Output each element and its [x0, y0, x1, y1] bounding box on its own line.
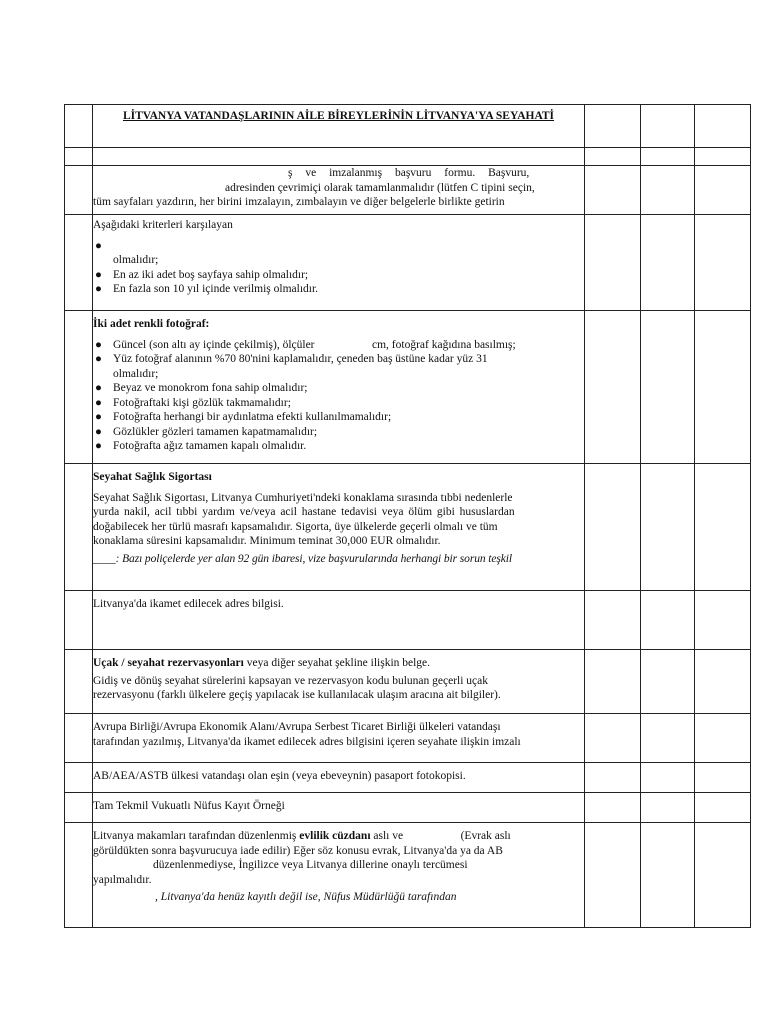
- form-line-2: adresinden çevrimiçi olarak tamamlanmalıdır (lütfen C tipini seçin,: [225, 181, 535, 194]
- number-cell: [65, 148, 93, 166]
- population-record-row: [65, 793, 751, 823]
- bullet-icon: ●: [95, 411, 102, 423]
- marriage-certificate-row: [65, 823, 751, 928]
- check-cell: [695, 650, 751, 714]
- number-cell: [65, 166, 93, 215]
- check-cell: [695, 215, 751, 311]
- check-cell: [641, 215, 695, 311]
- insurance-line-1: Seyahat Sağlık Sigortası, Litvanya Cumhuriyeti'ndeki konaklama sırasında tıbbi nedenlerle: [93, 491, 513, 504]
- check-cell: [585, 650, 641, 714]
- invitation-row: [65, 714, 751, 763]
- check-cell: [695, 793, 751, 823]
- bullet-icon: ●: [95, 440, 102, 452]
- photo-cell: [93, 311, 585, 464]
- bullet-icon: ●: [95, 382, 102, 394]
- check-cell: [641, 148, 695, 166]
- bullet-icon: ●: [95, 338, 102, 351]
- blank-row: [65, 148, 751, 166]
- marriage-line-4: yapılmalıdır.: [93, 873, 152, 886]
- bullet-icon: ●: [95, 353, 102, 365]
- flight-heading: Uçak / seyahat rezervasyonları veya diğer seyahat şekline ilişkin belge.: [93, 657, 431, 669]
- list-item: ● Fotoğraftaki kişi gözlük takmamalıdır;: [95, 396, 291, 409]
- passport-cell: [93, 215, 585, 311]
- address-row: [65, 591, 751, 650]
- spouse-passport-text: AB/AEA/ASTB ülkesi vatandaşı olan eşin (veya ebeveynin) pasaport fotokopisi.: [93, 770, 466, 782]
- check-cell: [695, 823, 751, 928]
- application-form-cell: [93, 166, 585, 215]
- list-item: ● En az iki adet boş sayfaya sahip olmalıdır;: [95, 268, 309, 281]
- check-cell: [641, 650, 695, 714]
- number-cell: [65, 311, 93, 464]
- number-cell: [65, 763, 93, 793]
- flight-reservation-cell: [93, 650, 585, 714]
- check-cell: [585, 464, 641, 591]
- check-cell: [585, 215, 641, 311]
- bullet-icon: ●: [95, 425, 102, 438]
- insurance-heading: Seyahat Sağlık Sigortası: [93, 471, 212, 483]
- invitation-line-2: tarafından yazılmış, Litvanya'da ikamet edilecek adres bilgisini içeren seyahate ilişkin imzalı: [93, 735, 521, 748]
- list-item: ● Güncel (son altı ay içinde çekilmiş), ölçüler cm, fotoğraf kağıdına basılmış;: [95, 338, 516, 351]
- check-cell: [641, 793, 695, 823]
- insurance-row: [65, 464, 751, 591]
- photo-heading: İki adet renkli fotoğraf:: [93, 318, 210, 330]
- check-cell: [641, 311, 695, 464]
- form-line-3: tüm sayfaları yazdırın, her birini imzalayın, zımbalayın ve diğer belgelerle birlikte getirin: [93, 196, 505, 208]
- check-cell: [641, 105, 695, 148]
- passport-criteria-list: [93, 239, 584, 297]
- check-cell: [695, 464, 751, 591]
- list-item: [93, 239, 584, 254]
- marriage-line-2: görüldükten sonra başvurucuya iade edilir) Eğer söz konusu evrak, Litvanya'da ya da AB: [93, 844, 503, 857]
- page-title: LİTVANYA VATANDAŞLARININ AİLE BİREYLERİNİN LİTVANYA'YA SEYAHATİ: [122, 110, 555, 122]
- check-cell: [585, 763, 641, 793]
- marriage-certificate-cell: [93, 823, 585, 928]
- check-cell: [695, 763, 751, 793]
- check-cell: [585, 105, 641, 148]
- title-cell: [93, 105, 585, 148]
- check-cell: [695, 591, 751, 650]
- check-cell: [695, 166, 751, 215]
- marriage-note: , Litvanya'da henüz kayıtlı değil ise, Nüfus Müdürlüğü tarafından: [155, 891, 457, 903]
- flight-line-2: Gidiş ve dönüş seyahat sürelerini kapsayan ve rezervasyon kodu bulunan geçerli uçak: [93, 674, 489, 687]
- bullet-icon: ●: [95, 283, 102, 295]
- number-cell: [65, 714, 93, 763]
- list-item: ● Gözlükler gözleri tamamen kapatmamalıdır;: [95, 425, 318, 438]
- check-cell: [585, 793, 641, 823]
- check-cell: [585, 591, 641, 650]
- number-cell: [65, 105, 93, 148]
- insurance-note: ____: Bazı poliçelerde yer alan 92 gün ibaresi, vize başvurularında herhangi bir sorun teşkil: [93, 552, 512, 565]
- address-text: Litvanya'da ikamet edilecek adres bilgisi.: [93, 598, 284, 610]
- list-item: olmalıdır;: [113, 254, 159, 266]
- check-cell: [585, 311, 641, 464]
- document-checklist-table: [64, 104, 751, 928]
- check-cell: [641, 464, 695, 591]
- form-line-1: ş ve imzalanmış başvuru formu. Başvuru,: [288, 167, 530, 179]
- list-item: olmalıdır;: [113, 367, 159, 380]
- number-cell: [65, 464, 93, 591]
- insurance-cell: [93, 464, 585, 591]
- insurance-line-2: yurda nakil, acil tıbbi yardım ve/veya acil hastane tedavisi veya ölüm gibi hususlardan: [93, 506, 515, 518]
- insurance-line-3: doğabilecek her türlü masrafı kapsamalıdır. Sigorta, üye ülkelerde geçerli olmalı ve tüm: [93, 520, 498, 533]
- address-cell: [93, 591, 585, 650]
- marriage-line-1: Litvanya makamları tarafından düzenlenmiş evlilik cüzdanı aslı ve (Evrak aslı: [93, 830, 511, 842]
- check-cell: [585, 148, 641, 166]
- photo-row: [65, 311, 751, 464]
- check-cell: [695, 714, 751, 763]
- check-cell: [585, 166, 641, 215]
- spouse-passport-row: [65, 763, 751, 793]
- check-cell: [585, 714, 641, 763]
- passport-row: [65, 215, 751, 311]
- marriage-line-3: düzenlenmediyse, İngilizce veya Litvanya dillerine onaylı tercümesi: [153, 859, 468, 871]
- list-item: ● Yüz fotoğraf alanının %70 80'nini kaplamalıdır, çeneden baş üstüne kadar yüz 31: [95, 353, 488, 365]
- check-cell: [641, 591, 695, 650]
- list-item: ● Fotoğrafta herhangi bir aydınlatma efekti kullanılmamalıdır;: [95, 411, 392, 423]
- blank-cell: [93, 148, 585, 166]
- number-cell: [65, 215, 93, 311]
- population-record-cell: [93, 793, 585, 823]
- title-row: [65, 105, 751, 148]
- flight-line-3: rezervasyonu (farklı ülkelere geçiş yapılacak ise kullanılacak ulaşım aracına ait bilgiler).: [93, 689, 501, 701]
- photo-requirements-list: [93, 338, 584, 454]
- bullet-icon: ●: [95, 268, 102, 281]
- check-cell: [641, 714, 695, 763]
- bullet-icon: ●: [95, 396, 102, 409]
- check-cell: [695, 311, 751, 464]
- flight-reservation-row: [65, 650, 751, 714]
- check-cell: [641, 166, 695, 215]
- check-cell: [585, 823, 641, 928]
- number-cell: [65, 823, 93, 928]
- insurance-line-4: konaklama süresini kapsamalıdır. Minimum teminat 30,000 EUR olmalıdır.: [93, 535, 441, 547]
- population-record-text: Tam Tekmil Vukuatlı Nüfus Kayıt Örneği: [93, 800, 285, 812]
- bullet-icon: ●: [95, 239, 102, 252]
- passport-intro: Aşağıdaki kriterleri karşılayan: [93, 219, 233, 231]
- list-item: ● En fazla son 10 yıl içinde verilmiş olmalıdır.: [95, 283, 319, 295]
- check-cell: [695, 105, 751, 148]
- check-cell: [641, 823, 695, 928]
- invitation-line-1: Avrupa Birliği/Avrupa Ekonomik Alanı/Avrupa Serbest Ticaret Birliği ülkeleri vatandaşı: [93, 721, 501, 733]
- list-item: ● Beyaz ve monokrom fona sahip olmalıdır;: [95, 382, 308, 394]
- number-cell: [65, 591, 93, 650]
- spouse-passport-cell: [93, 763, 585, 793]
- check-cell: [641, 763, 695, 793]
- invitation-cell: [93, 714, 585, 763]
- list-item: ● Fotoğrafta ağız tamamen kapalı olmalıdır.: [95, 440, 307, 452]
- number-cell: [65, 650, 93, 714]
- check-cell: [695, 148, 751, 166]
- number-cell: [65, 793, 93, 823]
- application-form-row: [65, 166, 751, 215]
